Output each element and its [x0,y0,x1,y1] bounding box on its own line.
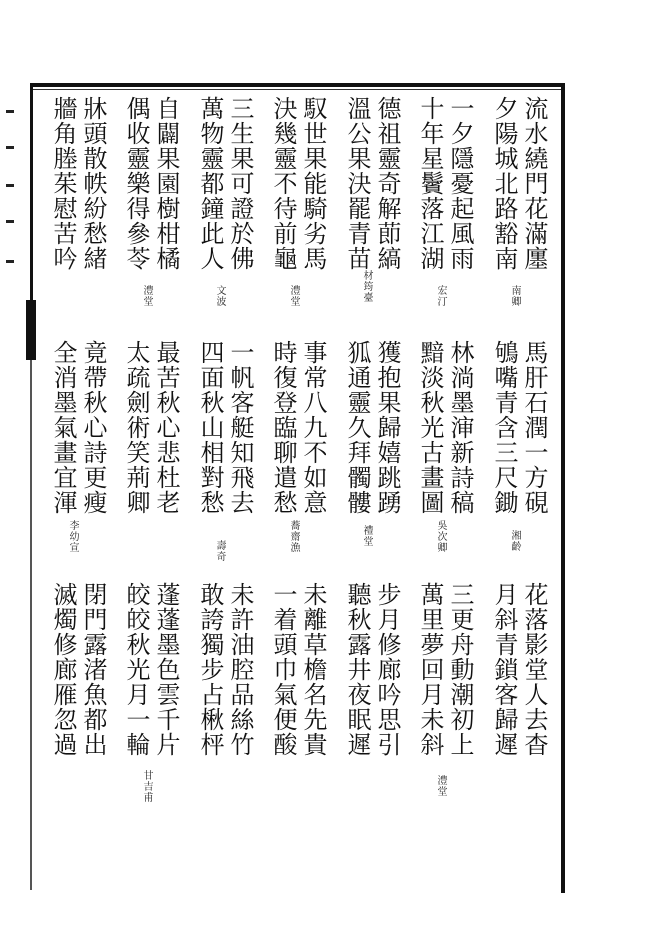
verse-line: 獲抱果歸嬉跳踴 [373,340,401,515]
verse-line: 敢誇獨步占楸枰 [196,582,224,757]
verse-line: 萬物靈都鐘此人 [196,96,224,271]
verse-line: 十年星鬢落江湖 [416,96,444,271]
verse-line: 三更舟動潮初上 [446,582,474,757]
frame-inner-border [30,89,565,90]
verse-line: 全消墨氣畫宜渾 [49,340,77,515]
verse-line: 太疏劍術笑荊卿 [122,340,150,515]
verse-line: 德祖靈奇解莭縞 [373,96,401,271]
verse-line: 三生果可證於佛 [226,96,254,271]
verse-line: 溫公果決罷青苗 [343,96,371,271]
verse-line: 自闢果園樹柑橘 [152,96,180,271]
author-note: 南卿 [509,285,520,307]
author-note: 澧堂 [141,285,152,307]
verse-line: 黯淡秋光古畫圖 [416,340,444,515]
verse-line: 未離草檐名先貴 [299,582,327,757]
author-note: 湘齡 [509,530,520,552]
verse-line: 時復登臨聊遣愁 [269,340,297,515]
verse-line: 馭世果能騎劣馬 [299,96,327,271]
frame-right-border [561,83,565,893]
author-note: 材筠臺 [361,270,372,303]
verse-line: 竟帶秋心詩更瘦 [79,340,107,515]
verse-line: 牆角塍茱慰苦吟 [49,96,77,271]
verse-line: 皎皎秋光月一輪 [122,582,150,757]
author-note: 文波 [214,285,225,307]
author-note: 禮堂 [361,525,372,547]
author-note: 壽奇 [214,540,225,562]
verse-line: 鴝嘴青含三尺鋤 [490,340,518,515]
verse-line: 狐通靈久拜髑髏 [343,340,371,515]
author-note: 甘吉甫 [141,770,152,803]
verse-line: 聽秋露井夜眠遲 [343,582,371,757]
verse-line: 馬肝石潤一方硯 [520,340,548,515]
margin-marks [0,110,22,280]
frame-top-border [30,83,565,87]
author-note: 宏汀 [435,285,446,307]
verse-line: 夕陽城北路豁南 [490,96,518,271]
verse-line: 一帆客艇知飛去 [226,340,254,515]
verse-line: 步月修廊吟思引 [373,582,401,757]
verse-line: 閉門露渚魚都出 [79,582,107,757]
frame-left-lower-border [30,360,32,890]
verse-line: 決幾靈不待前龜 [269,96,297,271]
verse-line: 林淌墨渖新詩稿 [446,340,474,515]
verse-line: 一着頭巾氣便酸 [269,582,297,757]
author-note: 澧堂 [435,775,446,797]
verse-line: 花落影堂人去杳 [520,582,548,757]
verse-line: 滅燭修廊雁忽過 [49,582,77,757]
author-note: 李幼宣 [67,520,78,553]
frame-fold-block [26,300,36,360]
verse-line: 流水繞門花滿廛 [520,96,548,271]
verse-line: 蓬蓬墨色雲千片 [152,582,180,757]
author-note: 蕎齋漁 [288,520,299,553]
frame-left-border [30,83,33,313]
verse-line: 最苦秋心悲杜老 [152,340,180,515]
verse-line: 一夕隱憂起風雨 [446,96,474,271]
verse-line: 事常八九不如意 [299,340,327,515]
author-note: 澧堂 [288,285,299,307]
verse-line: 四面秋山相對愁 [196,340,224,515]
verse-line: 牀頭散帙紛愁緒 [79,96,107,271]
verse-line: 萬里夢回月未斜 [416,582,444,757]
verse-line: 月斜青鎖客歸遲 [490,582,518,757]
author-note: 吳次卿 [435,520,446,553]
verse-line: 偶收靈樂得參苓 [122,96,150,271]
verse-line: 未許油腔品絲竹 [226,582,254,757]
